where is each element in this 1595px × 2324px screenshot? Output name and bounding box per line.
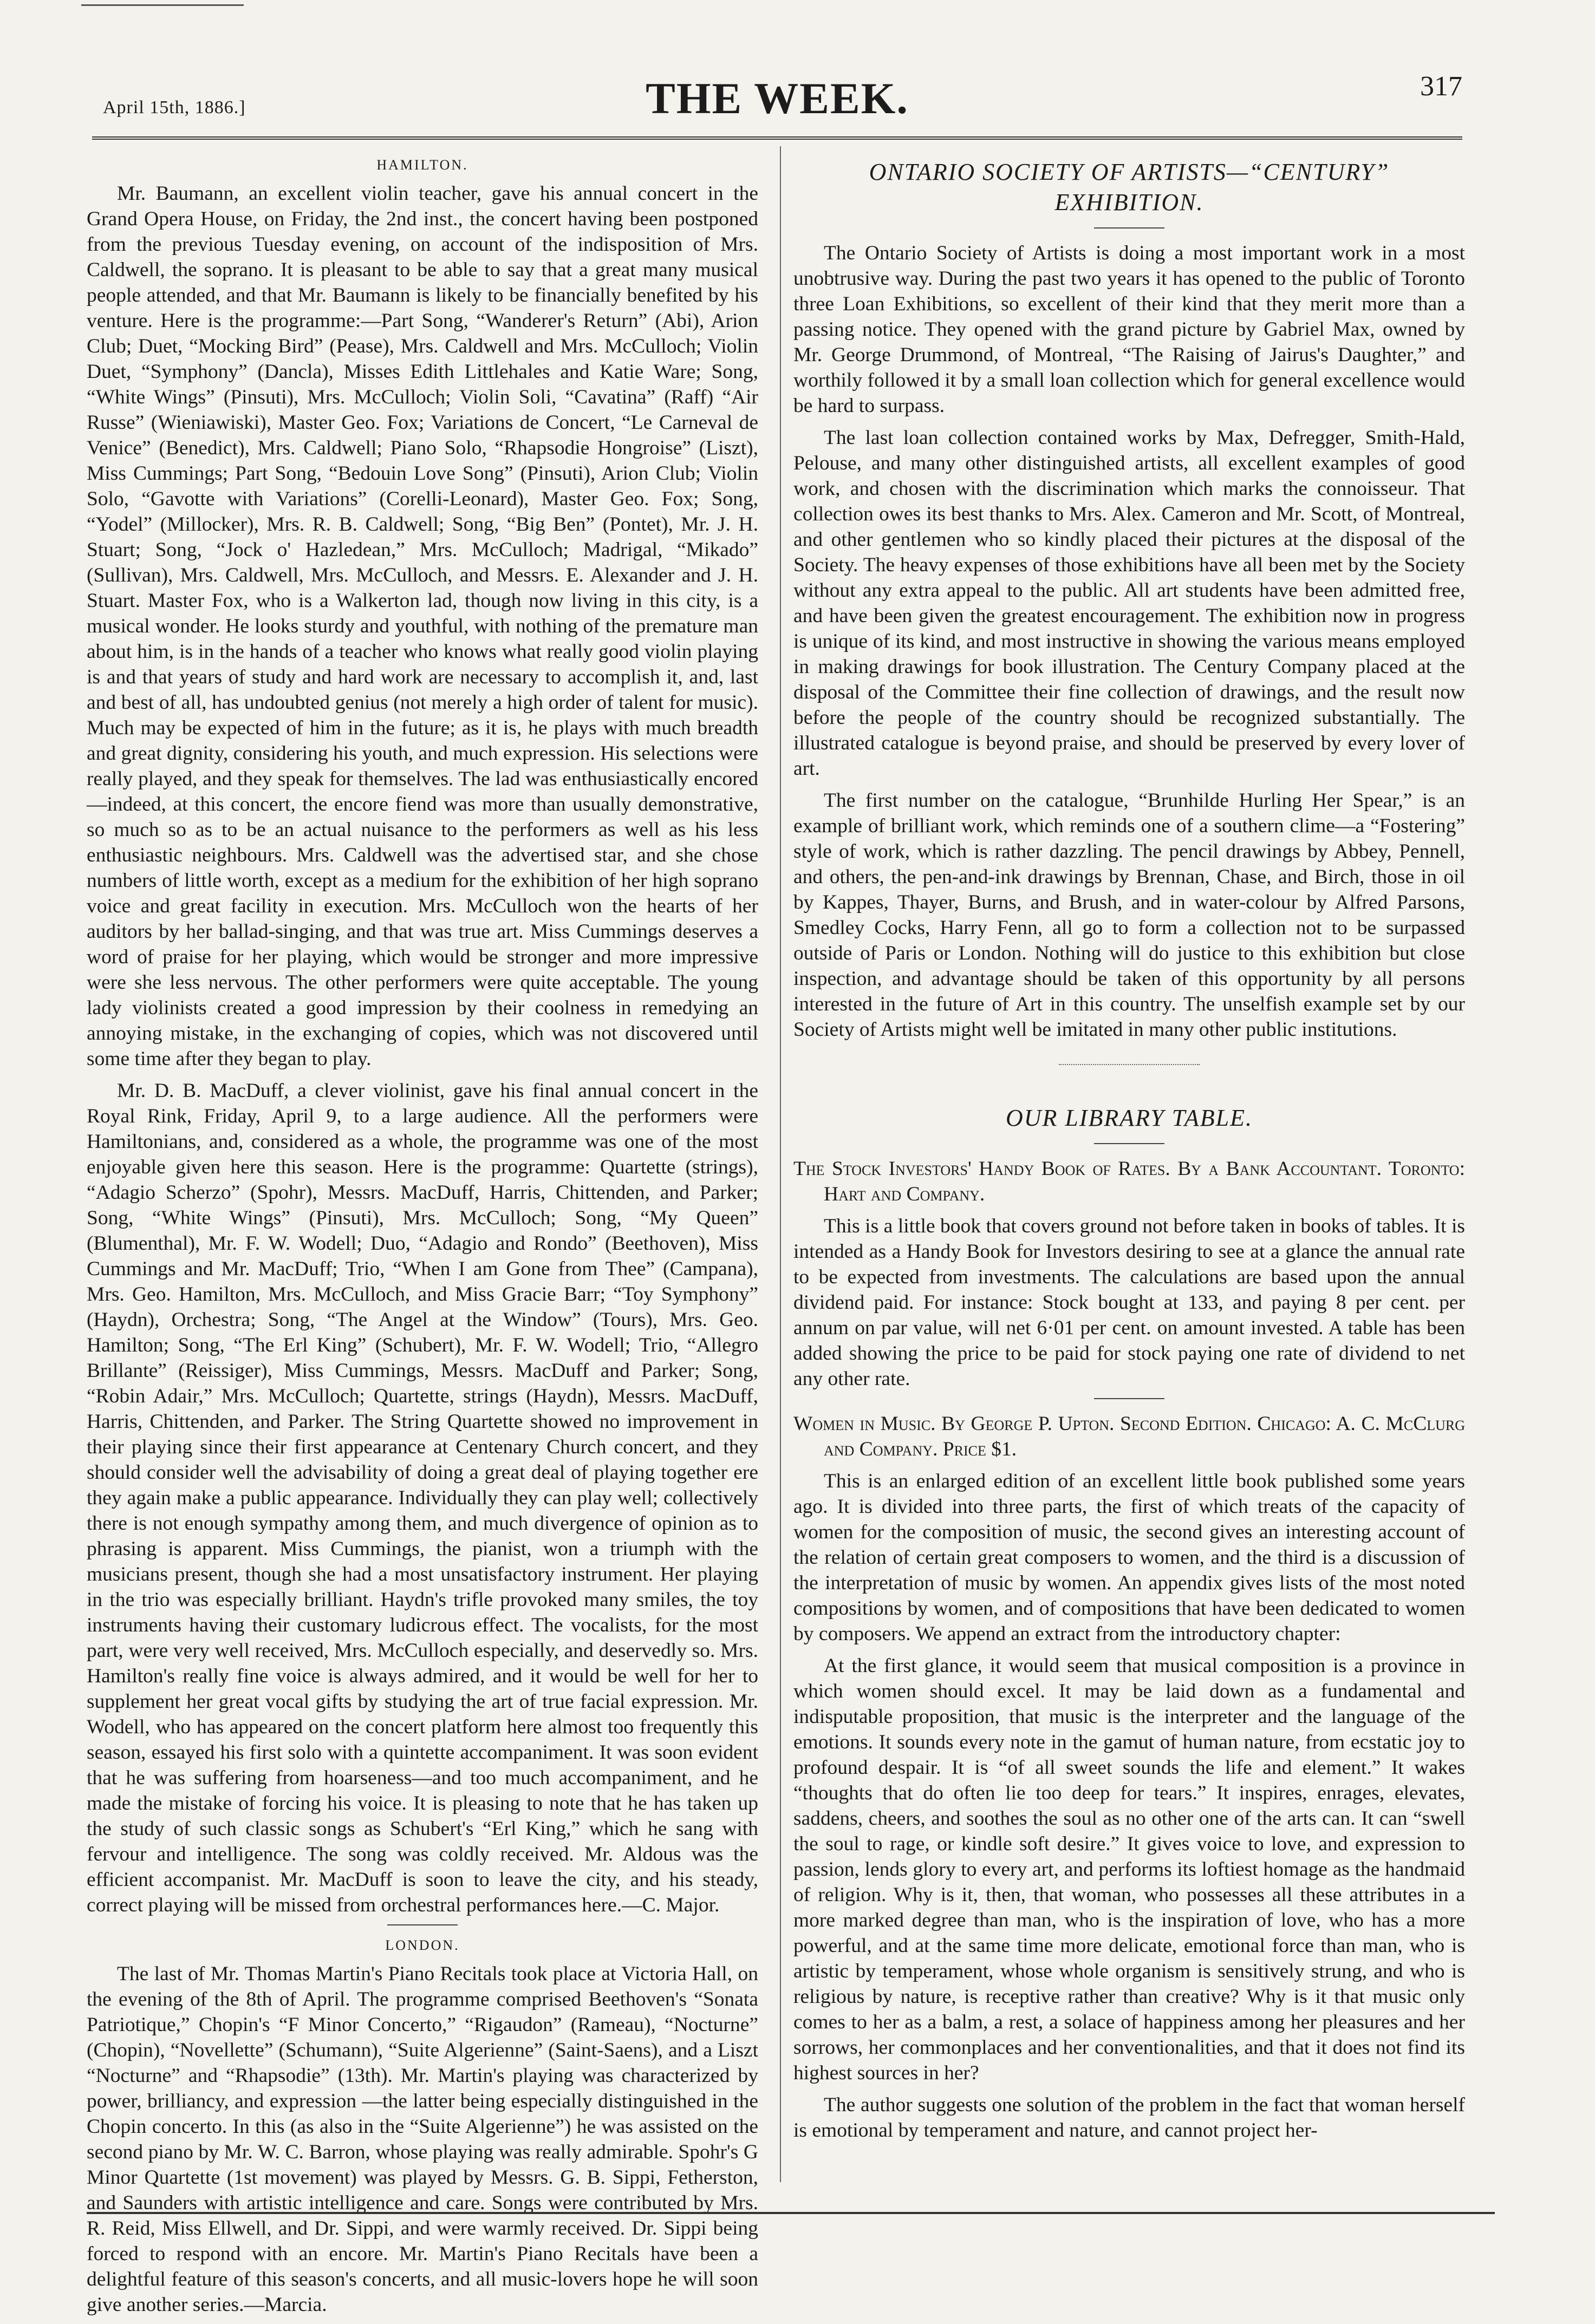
right-column bbox=[793, 157, 1465, 2150]
bottom-rule bbox=[87, 2212, 1495, 2214]
hamilton-paragraph-1: Mr. Baumann, an excellent violin teacher, gave his annual concert in the Grand Opera House, on Friday, the 2nd inst., the concert having been postponed from the previous Tuesday evening, on account of the indisposition of Mrs. Caldwell, the soprano. It is pleasant to be able to say that a great many musical people attended, and that Mr. Baumann is likely to be financially benefited by his venture. Here is the programme:—Part Song, “Wanderer's Return” (Abi), Arion Club; Duet, “Mocking Bird” (Pease), Mrs. Caldwell and Mrs. McCulloch; Violin Duet, “Symphony” (Dancla), Misses Edith Littlehales and Katie Ware; Song, “White Wings” (Pinsuti), Mrs. McCulloch; Violin Soli, “Cavatina” (Raff) “Air Russe” (Wieniawiski), Master Geo. Fox; Variations de Concert, “Le Carneval de Venice” (Benedict), Mrs. Caldwell; Piano Solo, “Rhapsodie Hongroise” (Liszt), Miss Cummings; Part Song, “Bedouin Love Song” (Pinsuti), Arion Club; Violin Solo, “Gavotte with Variations” (Corelli-Leonard), Master Geo. Fox; Song, “Yodel” (Millocker), Mrs. R. B. Caldwell; Song, “Big Ben” (Pontet), Mr. J. H. Stuart; Song, “Jock o' Hazledean,” Mrs. McCulloch; Madrigal, “Mikado” (Sullivan), Mrs. Caldwell, Mrs. McCulloch, and Messrs. E. Alexander and J. H. Stuart. Master Fox, who is a Walkerton lad, though now living in this city, is a musical wonder. He looks sturdy and youthful, with nothing of the premature man about him, is in the hands of a teacher who knows what really good violin playing is and that years of study and hard work are necessary to accomplish it, and, last and best of all, has undoubted genius (not merely a high order of talent for music). Much may be expected of him in the future; as it is, he plays with much breadth and great dignity, considering his youth, and much expression. His selections were really played, and they speak for themselves. The lad was enthusiastically encored—indeed, at this concert, the encore fiend was more than usually demonstrative, so much so as to be an actual nuisance to the performers as well as his less enthusiastic neighbours. Mrs. Caldwell was the advertised star, and she chose numbers of little worth, except as a medium for the exhibition of her high soprano voice and great facility in execution. Mrs. McCulloch won the hearts of her auditors by her ballad-singing, and that was true art. Miss Cummings deserves a word of praise for her playing, which would be stronger and more impressive were she less nervous. The other performers were quite acceptable. The young lady violinists created a good impression by their coolness in remedying an annoying mistake, in the exchanging of copies, which was not discovered until some time after they began to play. bbox=[87, 182, 758, 1070]
review-divider bbox=[1094, 1398, 1164, 1399]
book-2-review: This is an enlarged edition of an excellent little book published some years ago. It is divided into three parts, the first of which treats of the capacity of women for the composition of music, the second gives an interesting account of the relation of certain great composers to women, and the third is a discussion of the interpretation of music by women. An appendix gives lists of the most noted compositions by women, and of compositions that have been dedicated to women by composers. We append an extract from the introductory chapter: bbox=[793, 1470, 1465, 1645]
issue-date: April 15th, 1886.] bbox=[103, 97, 246, 117]
heading-rule bbox=[1094, 1143, 1164, 1144]
section-divider-dotted bbox=[1059, 1064, 1200, 1065]
book-2-review-continued: The author suggests one solution of the problem in the fact that woman herself is emotional by temperament and nature, and cannot project her- bbox=[793, 2094, 1465, 2142]
osa-paragraph-2: The last loan collection contained works by Max, Defregger, Smith-Hald, Pelouse, and many other distinguished artists, all excellent examples of good work, and chosen with the discrimination which marks the connoisseur. That collection owes its best thanks to Mrs. Alex. Cameron and Mr. Scott, of Montreal, and other gentlemen who so kindly placed their pictures at the disposal of the Society. The heavy expenses of those exhibitions have all been met by the Society without any extra appeal to the public. All art students have been admitted free, and have been given the greatest encouragement. The exhibition now in progress is unique of its kind, and most instructive in showing the various means employed in making drawings for book illustration. The Century Company placed at the disposal of the Committee their fine collection of drawings, and the result now before the people of the country should be recognized substantially. The illustrated catalogue is beyond praise, and should be preserved by every lover of art. bbox=[793, 427, 1465, 780]
hamilton-paragraph-2: Mr. D. B. MacDuff, a clever violinist, gave his final annual concert in the Royal Rink, Friday, April 9, to a large audience. All the performers were Hamiltonians, and, considered as a whole, the programme was one of the most enjoyable given here this season. Here is the programme: Quartette (strings), “Adagio Scherzo” (Spohr), Messrs. MacDuff, Harris, Chittenden, and Parker; Song, “White Wings” (Pinsuti), Mrs. McCulloch; Song, “My Queen” (Blumenthal), Mr. F. W. Wodell; Duo, “Adagio and Rondo” (Beethoven), Miss Cummings and Mr. MacDuff; Trio, “When I am Gone from Thee” (Campana), Mrs. Geo. Hamilton, Mrs. McCulloch, and Miss Gracie Barr; “Toy Symphony” (Haydn), Orchestra; Song, “The Angel at the Window” (Tours), Mrs. Geo. Hamilton; Song, “The Erl King” (Schubert), Mr. F. W. Wodell; Trio, “Allegro Brillante” (Reissiger), Miss Cummings, Messrs. MacDuff and Parker; Song, “Robin Adair,” Mrs. McCulloch; Quartette, strings (Haydn), Messrs. MacDuff, Harris, Chittenden, and Parker. The String Quartette showed no improvement in their playing since their first appearance at Centenary Church concert, and they should consider well the advisability of doing a great deal of playing together ere they again make a public appearance. Individually they can play well; collectively there is not enough sympathy among them, and much divergence of opinion as to phrasing is apparent. Miss Cummings, the pianist, won a triumph with the musicians present, though she had a most unsatisfactory instrument. Her playing in the trio was especially brilliant. Haydn's trifle provoked many smiles, the toy instruments having their customary ludicrous effect. The vocalists, for the most part, were very well received, Mrs. McCulloch especially, and deservedly so. Mrs. Hamilton's really fine voice is always admired, and it would be well for her to supplement her great vocal gifts by studying the art of true facial expression. Mr. Wodell, who has appeared on the concert platform here almost too frequently this season, essayed his first solo with a quintette accompaniment. It was soon evident that he was suffering from hoarseness—and too much accompaniment, and he made the mistake of forcing his voice. It is pleasing to note that he has taken up the study of such classic songs as Schubert's “Erl King,” which he sang with fervour and intelligence. The song was coldly received. Mr. Aldous was the efficient accompanist. Mr. MacDuff is soon to leave the city, and his steady, correct playing will be missed from orchestral performances here.—C. Major. bbox=[87, 1080, 758, 1916]
left-column bbox=[87, 157, 758, 2324]
publication-title: THE WEEK. bbox=[646, 74, 909, 123]
page-number: 317 bbox=[1420, 71, 1462, 102]
osa-paragraph-1: The Ontario Society of Artists is doing a most important work in a most unobtrusive way. During the past two years it has opened to the public of Toronto three Loan Exhibitions, so excellent of their kind that they merit more than a passing notice. They opened with the grand picture by Gabriel Max, owned by Mr. George Drummond, of Montreal, “The Raising of Jairus's Daughter,” and worthily followed it by a small loan collection which for general excellence would be hard to surpass. bbox=[793, 242, 1465, 417]
column-divider bbox=[780, 146, 781, 2182]
book-2-title: Women in Music. By George P. Upton. Second Edition. Chicago: A. C. McClurg and Company. Price $1. bbox=[793, 1413, 1465, 1460]
book-1-review: This is a little book that covers ground not before taken in books of tables. It is intended as a Handy Book for Investors desiring to see at a glance the annual rate to be expected from investments. The calculations are based upon the annual dividend paid. For instance: Stock bought at 133, and paying 8 per cent. per annum on par value, will net 6·01 per cent. on amount invested. A table has been added showing the price to be paid for stock paying one rate of dividend to net any other rate. bbox=[793, 1215, 1465, 1390]
heading-rule bbox=[1094, 227, 1164, 229]
library-heading: OUR LIBRARY TABLE. bbox=[1005, 1105, 1253, 1131]
london-heading: LONDON. bbox=[385, 1937, 460, 1953]
book-2-extract: At the first glance, it would seem that musical composition is a province in which women should excel. It may be laid down as a fundamental and indisputable proposition, that music is the interpreter and the language of the emotions. It sounds every note in the gamut of human nature, from ecstatic joy to profound despair. It is “of all sweet sounds the life and element.” It wakes “thoughts that do often lie too deep for tears.” It inspires, enrages, elevates, saddens, cheers, and soothes the soul as no other one of the arts can. It can “swell the soul to rage, or kindle soft desire.” It gives voice to love, and expression to passion, lends glory to every art, and performs its loftiest homage as the handmaid of religion. Why is it, then, that woman, who possesses all these attributes in a more marked degree than man, who is the inspiration of love, who has a more powerful, and at the same time more delicate, emotional force than man, who is artistic by temperament, whose whole organism is sensitively strung, and who is religious by nature, is receptive rather than creative? Why is it that music only comes to her as a balm, a rest, a solace of happiness among her pleasures and her sorrows, her commonplaces and her conventionalities, and that it does not find its highest sources in her? bbox=[793, 1655, 1465, 2084]
osa-heading: ONTARIO SOCIETY OF ARTISTS—“CENTURY” EXHIBITION. bbox=[869, 159, 1390, 216]
book-1-title: The Stock Investors' Handy Book of Rates. By a Bank Accountant. Toronto: Hart and Company. bbox=[793, 1158, 1465, 1205]
hamilton-heading: HAMILTON. bbox=[376, 157, 468, 173]
page-header bbox=[92, 68, 1462, 127]
top-edge-rule bbox=[81, 4, 244, 6]
osa-paragraph-3: The first number on the catalogue, “Brunhilde Hurling Her Spear,” is an example of brilliant work, which reminds one of a southern clime—a “Fostering” style of work, which is rather dazzling. The pencil drawings by Abbey, Pennell, and others, the pen-and-ink drawings by Brennan, Chase, and Birch, those in oil by Kappes, Thayer, Burns, and Brush, and in water-colour by Alfred Parsons, Smedley Cocks, Harry Fenn, all go to form a collection not to be surpassed outside of Paris or London. Nothing will do justice to this exhibition but close inspection, and advantage should be taken of this opportunity by all persons interested in the future of Art in this country. The unselfish example set by our Society of Artists might well be imitated in many other public institutions. bbox=[793, 789, 1465, 1041]
london-paragraph-1: The last of Mr. Thomas Martin's Piano Recitals took place at Victoria Hall, on the evening of the 8th of April. The programme comprised Beethoven's “Sonata Patriotique,” Chopin's “F Minor Concerto,” “Rigaudon” (Rameau), “Nocturne” (Chopin), “Novellette” (Schumann), “Suite Algerienne” (Saint-Saens), and a Liszt “Nocturne” and “Rhapsodie” (13th). Mr. Martin's playing was characterized by power, brilliancy, and expression —the latter being especially distinguished in the Chopin concerto. In this (as also in the “Suite Algerienne”) he was assisted on the second piano by Mr. W. C. Barron, whose playing was really admirable. Spohr's G Minor Quartette (1st movement) was played by Messrs. G. B. Sippi, Fetherston, and Saunders with artistic intelligence and care. Songs were contributed by Mrs. R. Reid, Miss Ellwell, and Dr. Sippi, and were warmly received. Dr. Sippi being forced to respond with an encore. Mr. Martin's Piano Recitals have been a delightful feature of this season's concerts, and all music-lovers hope he will soon give another series.—Marcia. bbox=[87, 1963, 758, 2316]
section-divider bbox=[387, 1924, 458, 1925]
header-rule bbox=[92, 136, 1462, 142]
